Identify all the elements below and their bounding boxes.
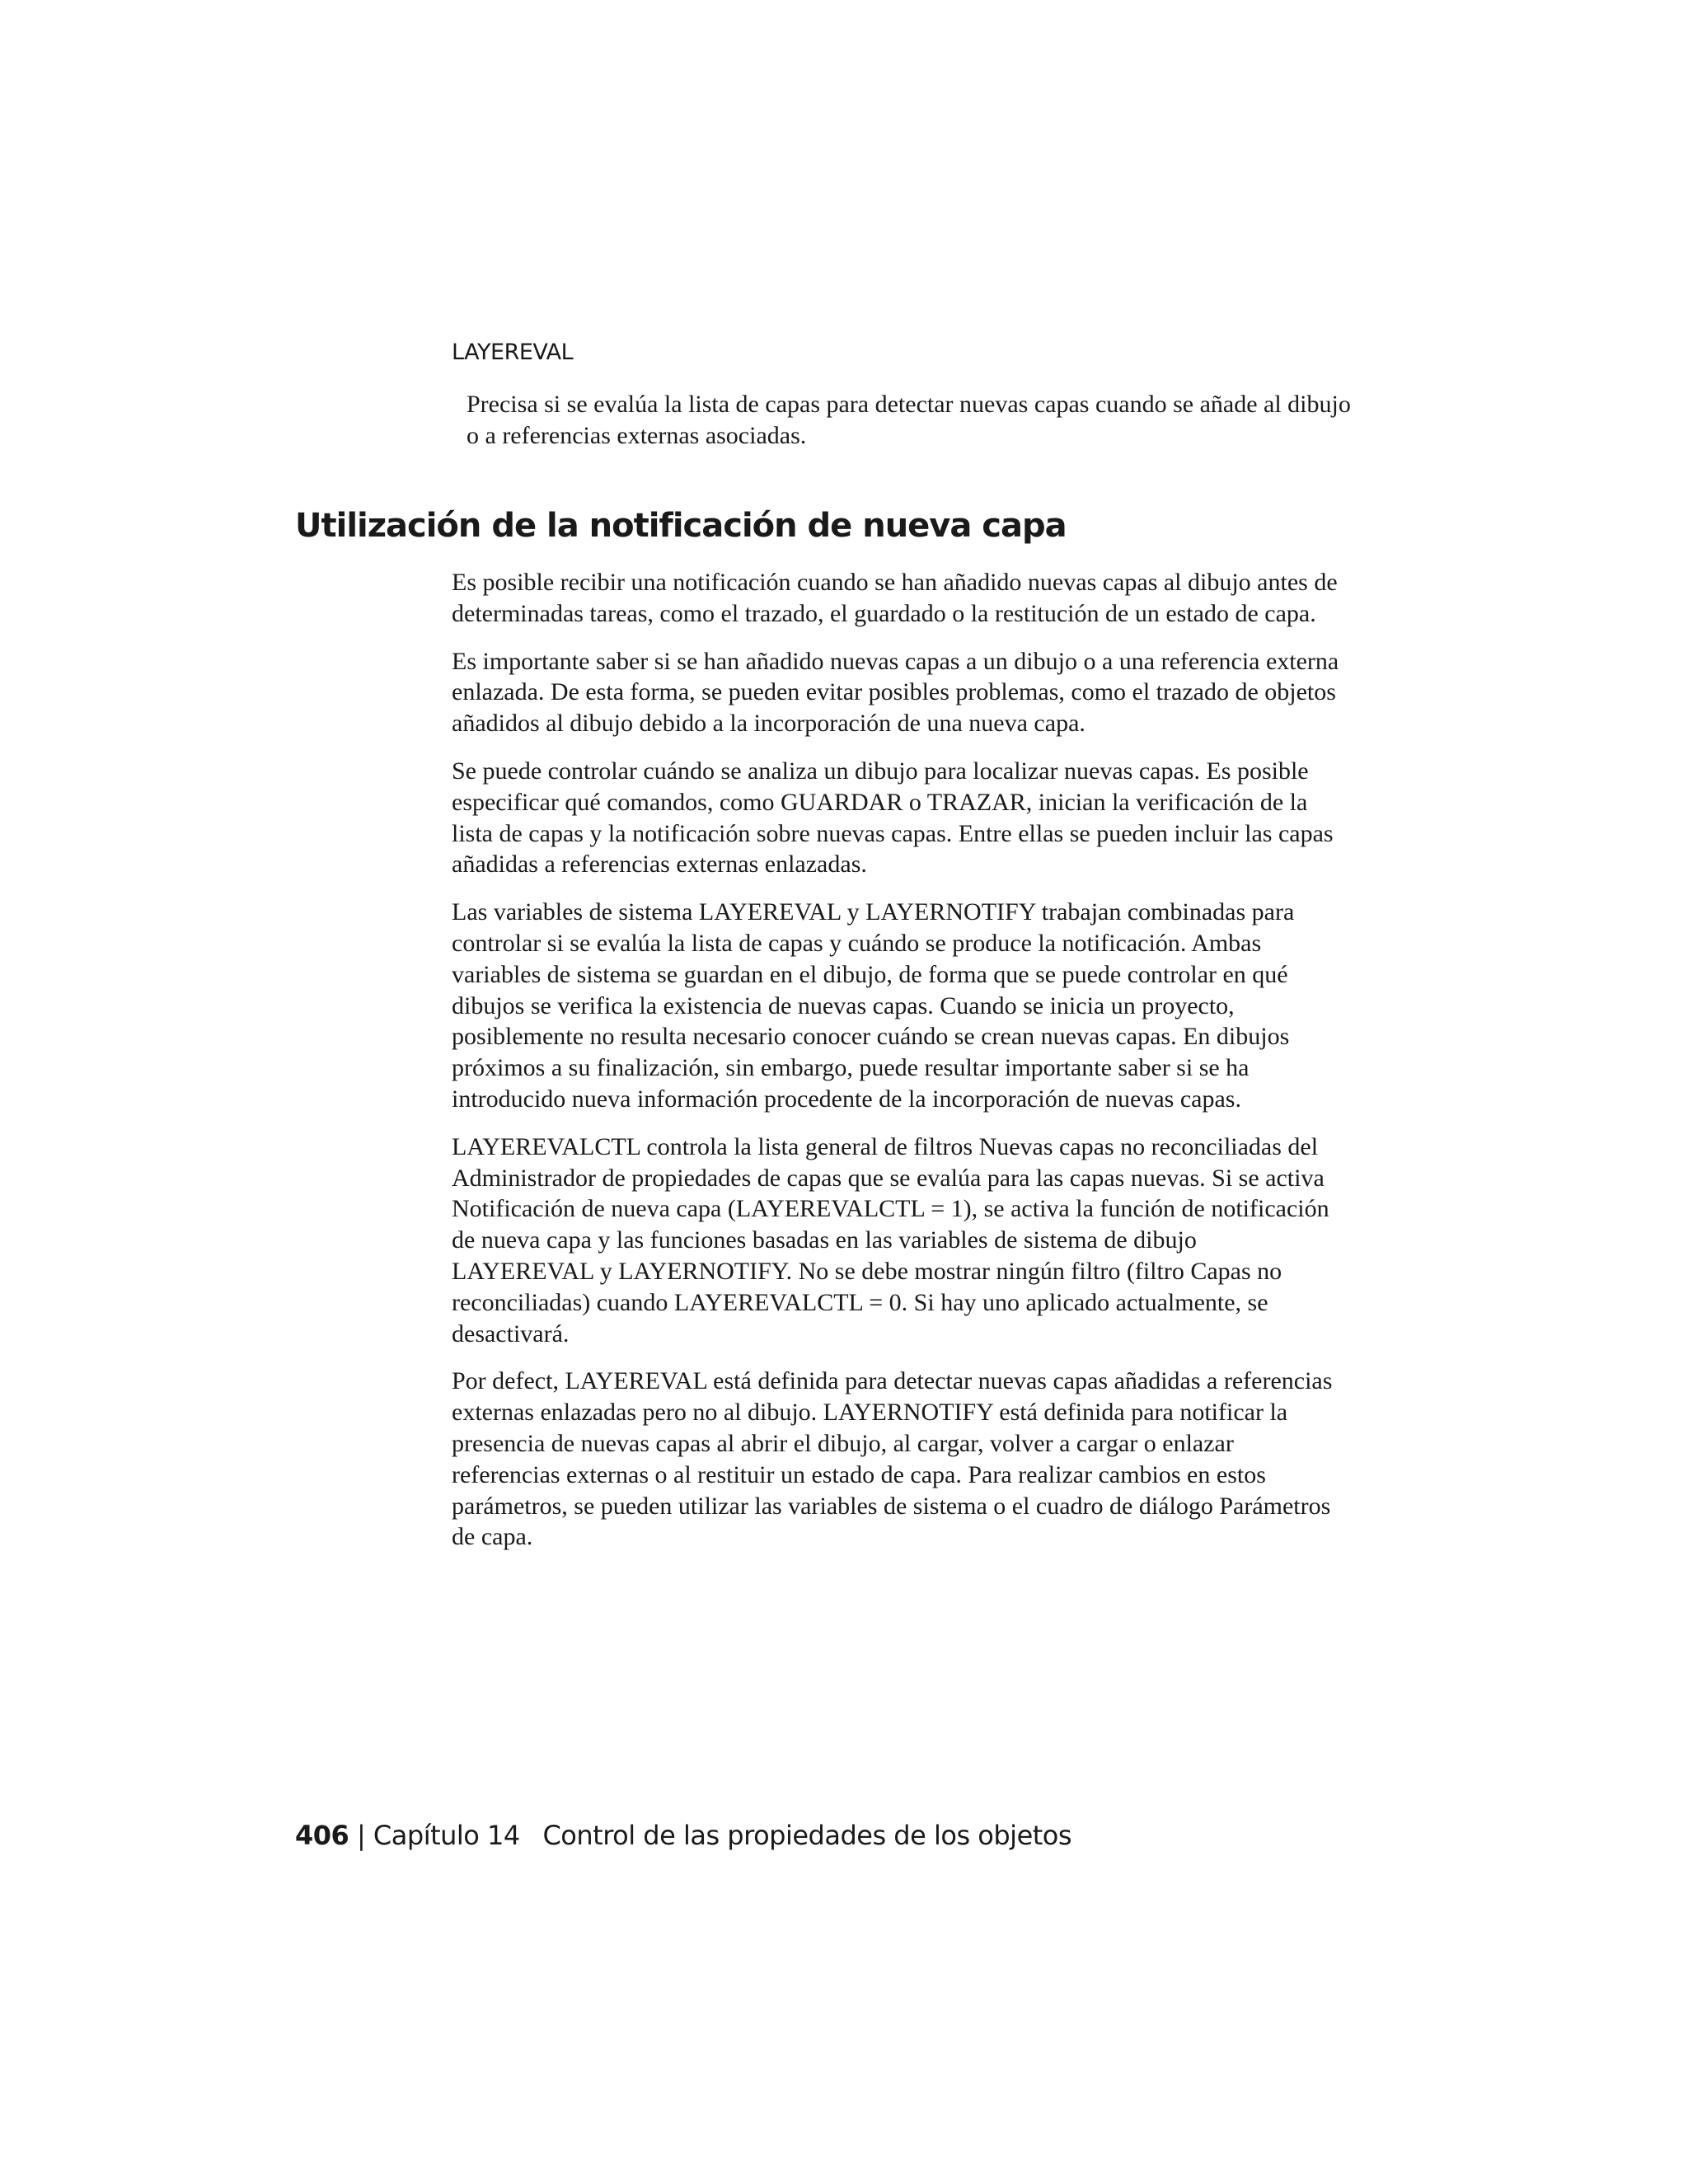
paragraph-1: Es posible recibir una notificación cuando se han añadido nuevas capas al dibujo antes de determinadas tareas, como el trazado, el guardado o la restitución de un estado de capa. — [452, 569, 1338, 627]
section-body — [452, 567, 1342, 1569]
paragraph-3: Se puede controlar cuándo se analiza un dibujo para localizar nuevas capas. Es posible especificar qué comandos, como GUARDAR o TRAZAR, inician la verificación de la lista de capas y la notificación sobre nuevas capas. Entre ellas se pueden incluir las capas añadidas a referencias externas enlazadas. — [452, 757, 1334, 879]
section-heading: Utilización de la notificación de nueva capa — [295, 507, 1067, 545]
paragraph-5: LAYEREVALCTL controla la lista general de filtros Nuevas capas no reconciliadas del Administrador de propiedades de capas que se evalúa para las capas nuevas. Si se activa Notificación de nueva capa (LAYEREVALCTL = 1), se activa la función de notificación de nueva capa y las funciones basadas en las variables de sistema de dibujo LAYEREVAL y LAYERNOTIFY. No se debe mostrar ningún filtro (filtro Capas no reconciliadas) cuando LAYEREVALCTL = 0. Si hay uno aplicado actualmente, se desactivará. — [452, 1132, 1329, 1347]
footer-chapter-title: Control de las propiedades de los objetos — [542, 1820, 1072, 1851]
footer-separator: | — [356, 1820, 366, 1851]
page-footer — [295, 1820, 1071, 1851]
term-definition: Precisa si se evalúa la lista de capas para detectar nuevas capas cuando se añade al dibujo o a referencias externas asociadas. — [467, 391, 1351, 449]
paragraph-2: Es importante saber si se han añadido nuevas capas a un dibujo o a una referencia externa enlazada. De esta forma, se pueden evitar posibles problemas, como el trazado de objetos añadidos al dibujo debido a la incorporación de una nueva capa. — [452, 647, 1339, 738]
footer-chapter: Capítulo 14 — [373, 1820, 520, 1851]
page-number: 406 — [295, 1820, 349, 1851]
paragraph-6: Por defect, LAYEREVAL está definida para detectar nuevas capas añadidas a referencias externas enlazadas pero no al dibujo. LAYERNOTIFY está definida para notificar la presencia de nuevas capas al abrir el dibujo, al cargar, volver a cargar o enlazar referencias externas o al restituir un estado de capa. Para realizar cambios en estos parámetros, se pueden utilizar las variables de sistema o el cuadro de diálogo Parámetros de capa. — [452, 1367, 1333, 1551]
term-name: LAYEREVAL — [452, 340, 574, 365]
paragraph-4: Las variables de sistema LAYEREVAL y LAYERNOTIFY trabajan combinadas para controlar si se evalúa la lista de capas y cuándo se produce la notificación. Ambas variables de sistema se guardan en el dibujo, de forma que se puede controlar en qué dibujos se verifica la existencia de nuevas capas. Cuando se inicia un proyecto, posiblemente no resulta necesario conocer cuándo se crean nuevas capas. En dibujos próximos a su finalización, sin embargo, puede resultar importante saber si se ha introducido nueva información procedente de la incorporación de nuevas capas. — [452, 898, 1295, 1113]
